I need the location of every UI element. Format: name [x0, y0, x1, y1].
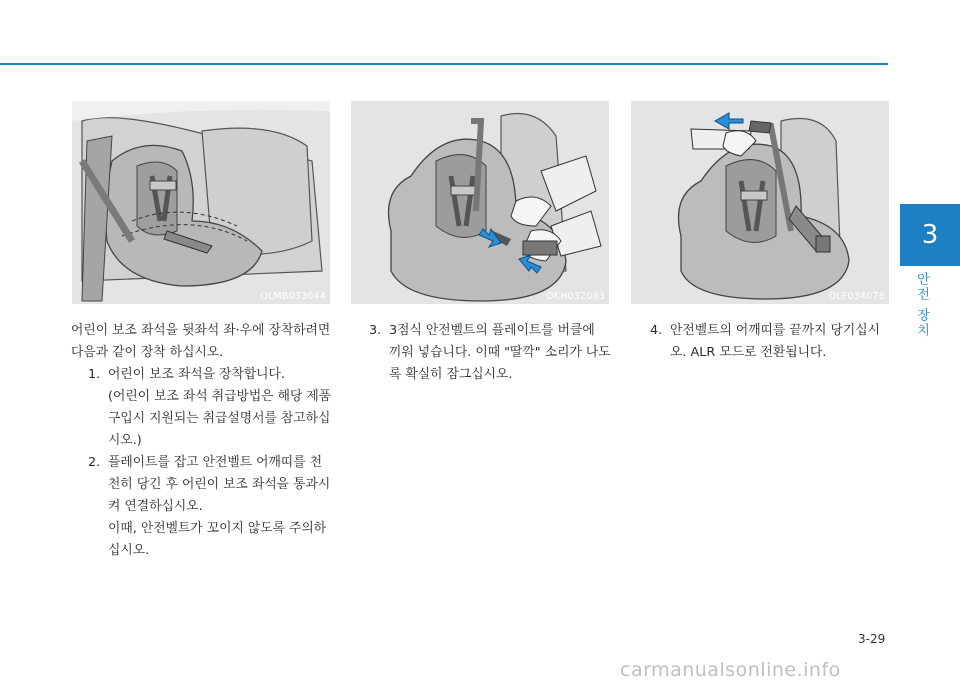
- figure-2: [351, 101, 609, 304]
- figure-code: OLMB033044: [260, 291, 326, 302]
- page-number: 3-29: [858, 632, 886, 646]
- shoulder-belt-pull-illustration: [631, 101, 889, 304]
- step-2: [88, 452, 333, 518]
- rear-seat-illustration: [72, 101, 330, 304]
- figure-1: [72, 101, 330, 304]
- step-number: 3.: [369, 323, 382, 338]
- chapter-tab[interactable]: [900, 204, 960, 266]
- step-text: 플레이트를 잡고 안전벨트 어깨띠를 천천히 당긴 후 어린이 보조 좌석을 통과시켜 연결하십시오.: [108, 455, 331, 514]
- step-number: 4.: [650, 323, 663, 338]
- step-3: [369, 320, 611, 386]
- intro-text: 어린이 보조 좌석을 뒷좌석 좌·우에 장착하려면 다음과 같이 장착 하십시오.: [71, 323, 331, 360]
- chapter-number: 3: [921, 220, 939, 250]
- step-text: 3점식 안전벨트의 플레이트를 버클에 끼워 넣습니다. 이때 "딸깍" 소리가 나도록 확실히 잠그십시오.: [389, 323, 611, 382]
- step-2-note: 이때, 안전벨트가 꼬이지 않도록 주의하십시오.: [108, 521, 327, 558]
- watermark: carmanualsonline.info: [620, 659, 841, 681]
- chapter-title: 안전 장치: [914, 272, 929, 339]
- header-rule: [0, 63, 888, 65]
- step-text: 안전벨트의 어깨띠를 끝까지 당기십시오. ALR 모드로 전환됩니다.: [670, 323, 880, 360]
- step-number: 1.: [88, 367, 101, 382]
- step-4: [650, 320, 892, 364]
- column-3: [650, 320, 892, 364]
- figure-code: OKH032093: [546, 291, 605, 302]
- column-1: [71, 320, 333, 562]
- buckle-insertion-illustration: [351, 101, 609, 304]
- step-text: 어린이 보조 좌석을 장착합니다.: [108, 367, 285, 382]
- figure-3: [631, 101, 889, 304]
- column-2: [369, 320, 611, 386]
- step-number: 2.: [88, 455, 101, 470]
- step-1: [88, 364, 333, 386]
- figure-code: OLF034076: [828, 291, 885, 302]
- step-1-note: (어린이 보조 좌석 취급방법은 해당 제품 구입시 지원되는 취급설명서를 참고하십시오.): [108, 389, 332, 448]
